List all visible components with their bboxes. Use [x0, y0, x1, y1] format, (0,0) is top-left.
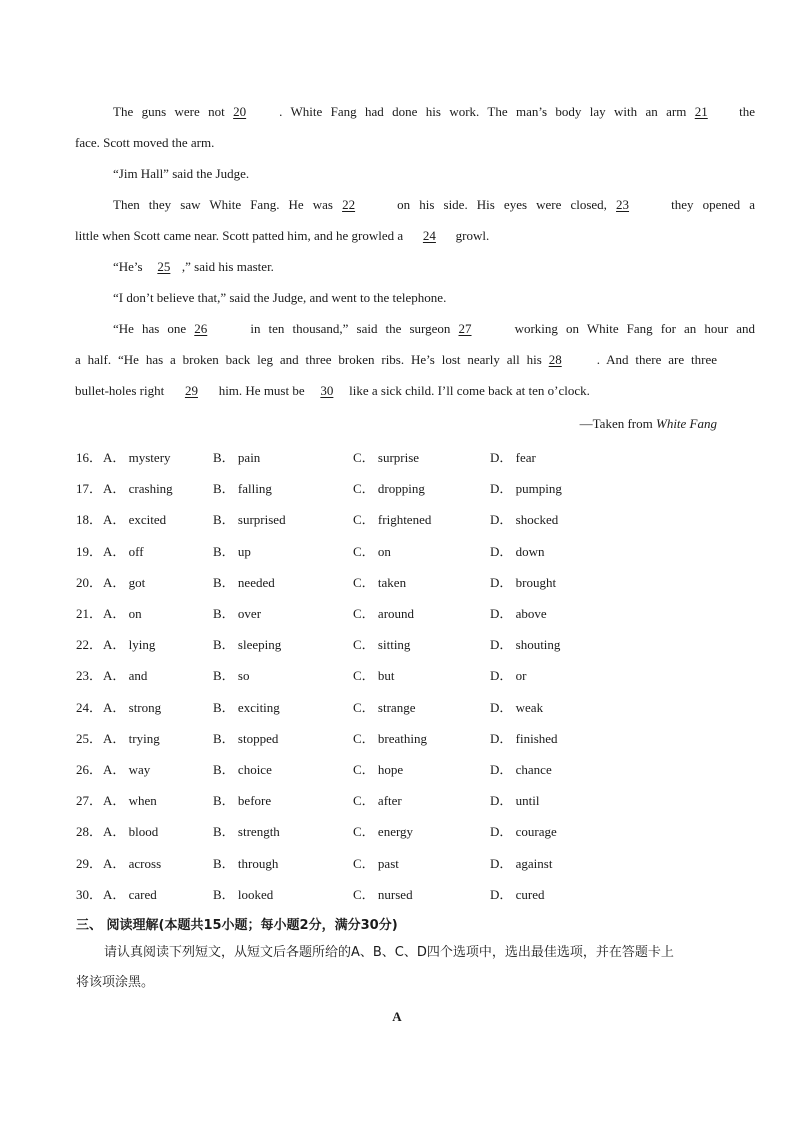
- blank-26: 26: [194, 321, 208, 336]
- option-d: D． fear: [490, 450, 536, 465]
- passage-text: the: [730, 104, 756, 119]
- passage-line: [75, 344, 717, 375]
- question-number: 25．: [76, 731, 103, 746]
- passage-text: ,” said his master.: [181, 259, 274, 274]
- option-b: B． over: [213, 606, 262, 621]
- option-b: B． falling: [213, 481, 272, 496]
- option-a: A． on: [103, 606, 142, 621]
- passage-text: in ten thousand,” said the surgeon: [242, 321, 459, 336]
- option-d: D． against: [490, 856, 553, 871]
- option-d: D． down: [490, 544, 545, 559]
- passage-label: A: [392, 1009, 402, 1024]
- option-d: D． cured: [490, 887, 545, 902]
- option-c: C． breathing: [353, 731, 428, 746]
- option-c: C． dropping: [353, 481, 425, 496]
- passage-line: [75, 251, 755, 282]
- option-c: C． hope: [353, 762, 404, 777]
- option-d: D． weak: [490, 700, 544, 715]
- question-number: 22．: [76, 637, 103, 652]
- option-b: B． strength: [213, 824, 280, 839]
- option-d: D． finished: [490, 731, 558, 746]
- option-b: B． up: [213, 544, 251, 559]
- option-a: A． across: [103, 856, 162, 871]
- option-c: C． but: [353, 668, 395, 683]
- passage-text: . And there are three: [596, 352, 717, 367]
- blank-28: 28: [548, 352, 562, 367]
- passage-text: “Jim Hall” said the Judge.: [113, 166, 250, 181]
- option-b: B． before: [213, 793, 272, 808]
- option-c: C． surprise: [353, 450, 420, 465]
- section-title: 三、 阅读理解(本题共15小题；每小题2分，满分30分): [76, 918, 398, 933]
- option-c: C． nursed: [353, 887, 413, 902]
- option-b: B． stopped: [213, 731, 279, 746]
- passage-text: him. He must be: [215, 383, 308, 398]
- passage-line: [75, 189, 755, 220]
- option-d: D． above: [490, 606, 547, 621]
- option-c: C． around: [353, 606, 415, 621]
- option-b: B． exciting: [213, 700, 280, 715]
- question-number: 21．: [76, 606, 103, 621]
- blank-24: 24: [422, 228, 436, 243]
- option-b: B． choice: [213, 762, 272, 777]
- passage-text: face. Scott moved the arm.: [75, 135, 215, 150]
- passage-text: Then they saw White Fang. He was: [113, 197, 343, 212]
- question-number: 23．: [76, 668, 103, 683]
- option-c: C． energy: [353, 824, 414, 839]
- option-a: A． way: [103, 762, 151, 777]
- option-d: D． chance: [490, 762, 552, 777]
- passage-line: [75, 158, 755, 189]
- question-number: 29．: [76, 856, 103, 871]
- passage-text: bullet-holes right: [75, 383, 168, 398]
- passage-line: [75, 96, 755, 127]
- passage-text: working on White Fang for an hour and: [506, 321, 756, 336]
- option-a: A． trying: [103, 731, 160, 746]
- option-c: C． strange: [353, 700, 416, 715]
- passage-text: little when Scott came near. Scott patted him, and he growled a: [75, 228, 407, 243]
- option-b: B． through: [213, 856, 279, 871]
- passage-line: [75, 375, 717, 406]
- blank-27: 27: [458, 321, 472, 336]
- question-number: 20．: [76, 575, 103, 590]
- option-d: D． shocked: [490, 512, 559, 527]
- blank-21: 21: [694, 104, 708, 119]
- option-d: D． pumping: [490, 481, 562, 496]
- option-b: B． so: [213, 668, 250, 683]
- blank-20: 20: [233, 104, 247, 119]
- passage-line: [75, 313, 755, 344]
- passage-text: they opened a: [662, 197, 755, 212]
- option-b: B． looked: [213, 887, 274, 902]
- question-number: 30．: [76, 887, 103, 902]
- passage-line: [75, 220, 717, 251]
- option-a: A． and: [103, 668, 148, 683]
- option-d: D． shouting: [490, 637, 561, 652]
- option-b: B． needed: [213, 575, 275, 590]
- option-b: B． sleeping: [213, 637, 282, 652]
- source-title: White Fang: [655, 416, 717, 431]
- option-d: D． until: [490, 793, 540, 808]
- option-a: A． excited: [103, 512, 167, 527]
- passage-text: like a sick child. I’ll come back at ten o’clock.: [345, 383, 590, 398]
- passage-line: [75, 282, 755, 313]
- option-c: C． after: [353, 793, 402, 808]
- blank-22: 22: [342, 197, 356, 212]
- option-d: D． courage: [490, 824, 557, 839]
- option-d: D． brought: [490, 575, 557, 590]
- passage-line: [75, 127, 717, 158]
- option-a: A． cared: [103, 887, 157, 902]
- option-a: A． crashing: [103, 481, 173, 496]
- question-number: 18．: [76, 512, 103, 527]
- question-number: 19．: [76, 544, 103, 559]
- option-d: D． or: [490, 668, 527, 683]
- passage-text: growl.: [452, 228, 490, 243]
- passage-text: “I don’t believe that,” said the Judge, and went to the telephone.: [113, 290, 447, 305]
- passage-source: [580, 416, 717, 432]
- passage-text: The guns were not: [113, 104, 234, 119]
- question-number: 27．: [76, 793, 103, 808]
- question-number: 16．: [76, 450, 103, 465]
- option-a: A． got: [103, 575, 146, 590]
- passage-text: on his side. His eyes were closed,: [388, 197, 617, 212]
- passage-text: “He’s: [113, 259, 146, 274]
- option-c: C． sitting: [353, 637, 411, 652]
- passage-text: “He has one: [113, 321, 195, 336]
- blank-25: 25: [157, 259, 171, 274]
- option-a: A． when: [103, 793, 157, 808]
- source-prefix: —Taken from: [579, 416, 656, 431]
- blank-30: 30: [320, 383, 334, 398]
- passage-text: . White Fang had done his work. The man’s body lay with an arm: [279, 104, 695, 119]
- option-b: B． surprised: [213, 512, 286, 527]
- option-b: B． pain: [213, 450, 261, 465]
- question-number: 26．: [76, 762, 103, 777]
- option-c: C． past: [353, 856, 399, 871]
- blank-23: 23: [616, 197, 630, 212]
- option-a: A． blood: [103, 824, 159, 839]
- question-number: 17．: [76, 481, 103, 496]
- question-number: 24．: [76, 700, 103, 715]
- option-c: C． on: [353, 544, 391, 559]
- option-a: A． strong: [103, 700, 162, 715]
- instruction-line: 请认真阅读下列短文，从短文后各题所给的A、B、C、D四个选项中，选出最佳选项，并在答题卡上: [104, 945, 674, 960]
- instruction-line: 将该项涂黑。: [76, 975, 155, 990]
- option-c: C． frightened: [353, 512, 432, 527]
- blank-29: 29: [184, 383, 198, 398]
- option-a: A． off: [103, 544, 144, 559]
- option-a: A． mystery: [103, 450, 171, 465]
- passage-text: a half. “He has a broken back leg and three broken ribs. He’s lost nearly all his: [75, 352, 549, 367]
- option-c: C． taken: [353, 575, 407, 590]
- option-a: A． lying: [103, 637, 156, 652]
- question-number: 28．: [76, 824, 103, 839]
